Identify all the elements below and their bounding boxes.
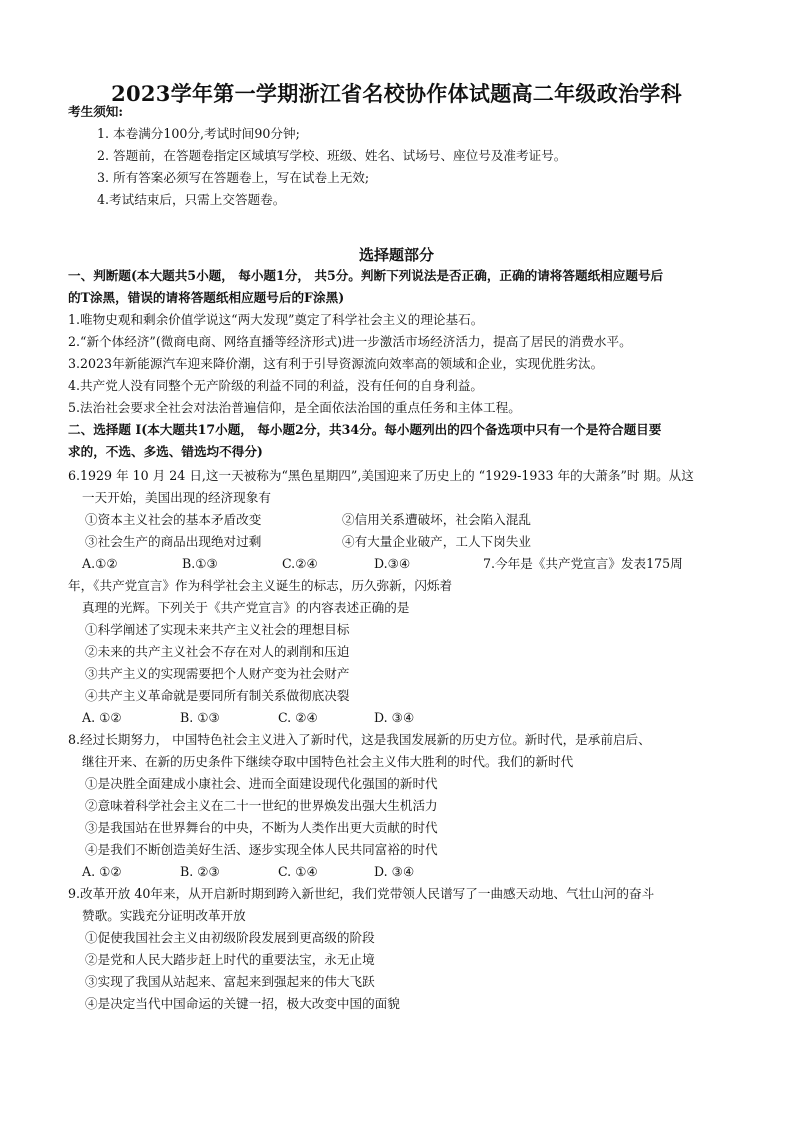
q9-stem-line2: 赞歌。实践充分证明改革开放	[82, 908, 246, 923]
q6-statement-3: ③社会生产的商品出现绝对过剩	[85, 534, 262, 549]
q8-statement-3: ③是我国站在世界舞台的中央，不断为人类作出更大贡献的时代	[85, 820, 438, 835]
q6-statement-4: ④有大量企业破产，工人下岗失业	[342, 534, 531, 549]
q8-statement-2: ②意味着科学社会主义在二十一世纪的世界焕发出强大生机活力	[85, 798, 438, 813]
judge-item-3: 3.2023年新能源汽车迎来降价潮，这有利于引导资源流向效率高的领域和企业，实现优胜劣汰。	[68, 356, 604, 371]
q7-statement-3: ③共产主义的实现需要把个人财产变为社会财产	[85, 666, 350, 681]
section-title: 选择题部分	[358, 246, 434, 264]
q6-option-a: A.①②	[82, 556, 118, 571]
q6-option-b: B.①③	[182, 556, 218, 571]
q9-statement-1: ①促使我国社会主义由初级阶段发展到更高级的阶段	[85, 930, 375, 945]
q8-stem-line1: 8.经过长期努力， 中国特色社会主义进入了新时代，这是我国发展新的历史方位。新时代，是承前启后、	[68, 732, 651, 747]
part1-header-line2: 的T涂黑，错误的请将答题纸相应题号后的F涂黑)	[68, 290, 345, 305]
notice-item-1: 1. 本卷满分100分,考试时间90分钟;	[97, 126, 300, 141]
part2-header-line1: 二、选择题 Ⅰ(本大题共17小题， 每小题2分，共34分。每小题列出的四个备选项中只有一个是符合题目要	[68, 422, 662, 437]
q7-statement-1: ①科学阐述了实现未来共产主义社会的理想目标	[85, 622, 350, 637]
q7-statement-2: ②未来的共产主义社会不存在对人的剥削和压迫	[85, 644, 350, 659]
notice-heading: 考生须知:	[68, 104, 124, 119]
notice-item-4: 4.考试结束后，只需上交答题卷。	[97, 192, 286, 207]
q6-statement-2: ②信用关系遭破坏，社会陷入混乱	[342, 512, 531, 527]
q9-statement-2: ②是党和人民大踏步赶上时代的重要法宝，永无止境	[85, 952, 375, 967]
q8-option-d: D. ③④	[374, 864, 415, 879]
q7-stem-line3: 真理的光辉。下列关于《共产党宣言》的内容表述正确的是	[82, 600, 410, 615]
judge-item-5: 5.法治社会要求全社会对法治普遍信仰，是全面依法治国的重点任务和主体工程。	[68, 400, 521, 415]
notice-item-3: 3. 所有答案必须写在答题卷上，写在试卷上无效;	[97, 170, 370, 185]
exam-title: 2023学年第一学期浙江省名校协作体试题高二年级政治学科	[111, 81, 682, 106]
part1-header-line1: 一、判断题(本大题共5小题， 每小题1分， 共5分。判断下列说法是否正确，正确的请将答题纸相应题号后	[68, 268, 664, 283]
q9-statement-4: ④是决定当代中国命运的关键一招，极大改变中国的面貌	[85, 996, 400, 1011]
q7-stem-line2: 年，《共产党宣言》作为科学社会主义诞生的标志，历久弥新，闪烁着	[68, 578, 453, 593]
q7-stem-line1: 7.今年是《共产党宣言》发表175周	[483, 556, 683, 571]
q6-statement-1: ①资本主义社会的基本矛盾改变	[85, 512, 262, 527]
q8-option-b: B. ②③	[180, 864, 220, 879]
q8-option-a: A. ①②	[82, 864, 122, 879]
judge-item-4: 4.共产党人没有同整个无产阶级的利益不同的利益，没有任何的自身利益。	[68, 378, 484, 393]
q6-stem-line1: 6.1929 年 10 月 24 日,这一天被称为“黑色星期四”,美国迎来了历史上的 “1929-1933 年的大萧条”时 期。从这	[68, 468, 694, 483]
judge-item-2: 2.“新个体经济”(微商电商、网络直播等经济形式)进一步激活市场经济活力，提高了居民的消费水平。	[68, 334, 632, 349]
q7-option-d: D. ③④	[374, 710, 415, 725]
q8-statement-4: ④是我们不断创造美好生活、逐步实现全体人民共同富裕的时代	[85, 842, 438, 857]
q9-statement-3: ③实现了我国从站起来、富起来到强起来的伟大飞跃	[85, 974, 375, 989]
notice-item-2: 2. 答题前，在答题卷指定区域填写学校、班级、姓名、试场号、座位号及准考证号。	[97, 148, 567, 163]
q7-option-a: A. ①②	[82, 710, 122, 725]
part2-header-line2: 求的，不选、多选、错选均不得分)	[68, 444, 263, 459]
q7-statement-4: ④共产主义革命就是要同所有制关系做彻底决裂	[85, 688, 350, 703]
q8-statement-1: ①是决胜全面建成小康社会、进而全面建设现代化强国的新时代	[85, 776, 438, 791]
q9-stem-line1: 9.改革开放 40年来，从开启新时期到跨入新世纪，我们党带领人民谱写了一曲感天动地、气壮山河的奋斗	[68, 886, 655, 901]
q6-option-c: C.②④	[282, 556, 318, 571]
q6-option-d: D.③④	[374, 556, 411, 571]
q8-stem-line2: 继往开来、在新的历史条件下继续夺取中国特色社会主义伟大胜利的时代。我们的新时代	[82, 754, 574, 769]
q7-option-c: C. ②④	[278, 710, 318, 725]
q6-stem-line2: 一天开始，美国出现的经济现象有	[82, 490, 271, 505]
judge-item-1: 1.唯物史观和剩余价值学说这“两大发现”奠定了科学社会主义的理论基石。	[68, 312, 484, 327]
q8-option-c: C. ①④	[278, 864, 318, 879]
q7-option-b: B. ①③	[180, 710, 220, 725]
